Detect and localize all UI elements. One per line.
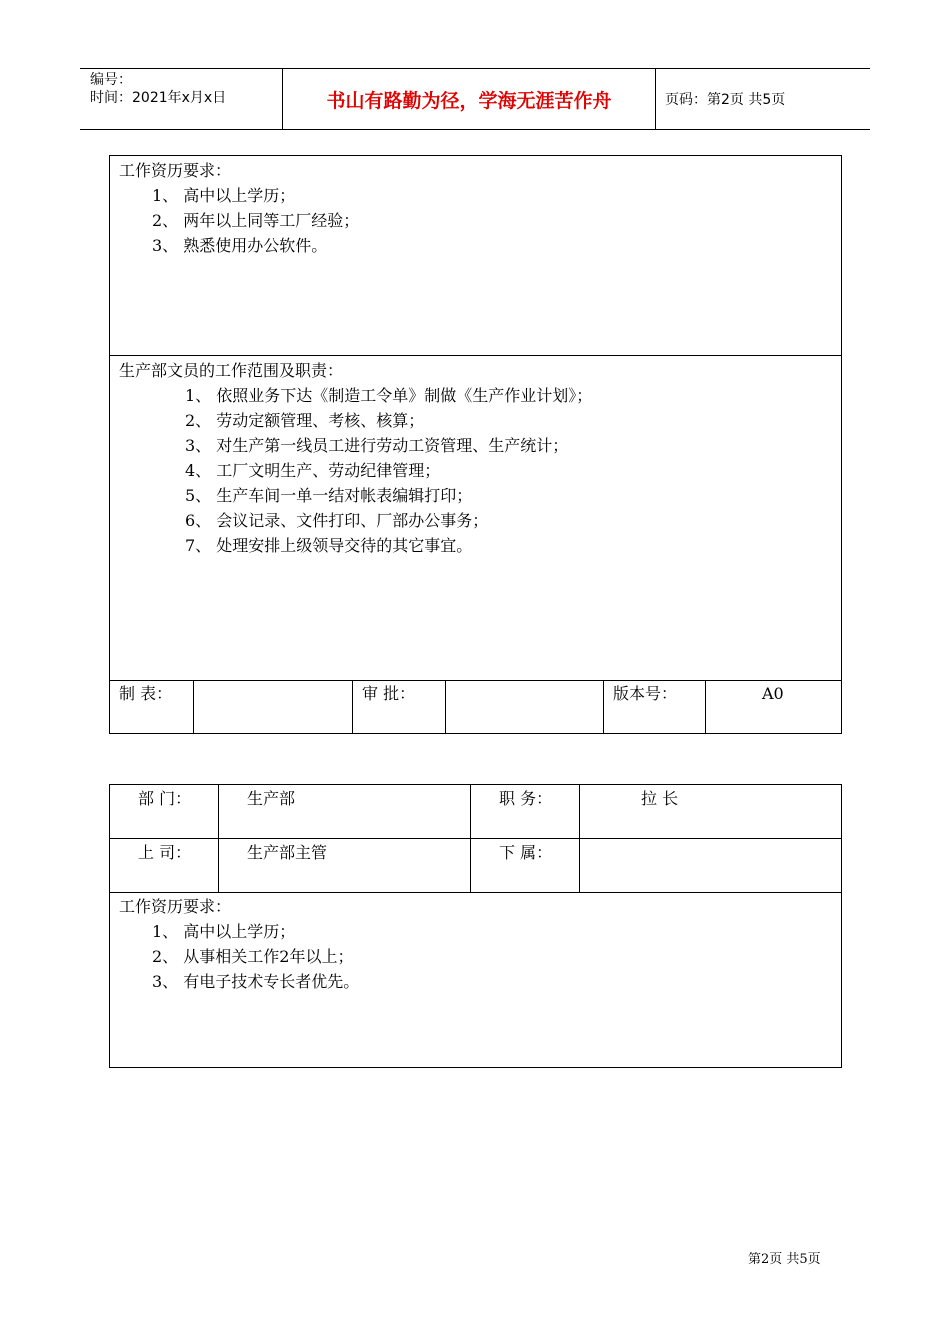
requirements-title: 工作资历要求： [119, 897, 232, 916]
department-label: 部 门： [138, 789, 192, 808]
document-number-label: 编号： [90, 72, 132, 88]
list-item: 5、 生产车间一单一结对帐表编辑打印； [185, 486, 473, 505]
list-item: 3、 对生产第一线员工进行劳动工资管理、生产统计； [185, 436, 569, 455]
list-item: 1、 高中以上学历； [152, 186, 296, 205]
row-divider [110, 680, 841, 681]
cell-divider [352, 680, 353, 734]
position-label: 职 务： [499, 789, 553, 808]
row-divider [110, 838, 841, 839]
list-item: 2、 劳动定额管理、考核、核算； [185, 411, 425, 430]
duties-list [185, 383, 592, 558]
requirements-list [152, 919, 359, 994]
list-item: 3、 熟悉使用办公软件。 [152, 236, 328, 255]
list-item: 3、 有电子技术专长者优先。 [152, 972, 360, 991]
header-meta [90, 71, 226, 107]
header-page-info: 页码：第2页 共5页 [665, 92, 786, 108]
list-item: 6、 会议记录、文件打印、厂部办公事务； [185, 511, 489, 530]
position-value: 拉 长 [641, 789, 679, 808]
requirements-title: 工作资历要求： [119, 161, 232, 180]
list-item: 1、 高中以上学历； [152, 922, 296, 941]
subordinate-label: 下 属： [499, 843, 553, 862]
superior-label: 上 司： [138, 843, 192, 862]
version-value: A0 [762, 684, 784, 703]
version-label: 版本号： [613, 684, 678, 703]
list-item: 4、 工厂文明生产、劳动纪律管理； [185, 461, 441, 480]
cell-divider [603, 680, 604, 734]
line-leader-job-table [109, 784, 842, 1068]
header-motto: 书山有路勤为径，学海无涯苦作舟 [326, 89, 612, 112]
row-divider [110, 355, 841, 356]
duties-title: 生产部文员的工作范围及职责： [119, 361, 344, 380]
document-time: 时间：2021年x月x日 [90, 90, 227, 106]
cell-divider [445, 680, 446, 734]
cell-divider [705, 680, 706, 734]
superior-value: 生产部主管 [247, 843, 328, 862]
page-header [80, 68, 870, 130]
list-item: 1、 依照业务下达《制造工令单》制做《生产作业计划》； [185, 386, 593, 405]
department-value: 生产部 [247, 789, 296, 808]
header-divider [655, 69, 656, 129]
approver-label: 审 批： [362, 684, 416, 703]
cell-divider [193, 680, 194, 734]
maker-label: 制 表： [119, 684, 173, 703]
list-item: 2、 从事相关工作2年以上； [152, 947, 354, 966]
clerk-job-table [109, 155, 842, 734]
list-item: 2、 两年以上同等工厂经验； [152, 211, 360, 230]
page-footer: 第2页 共5页 [748, 1252, 821, 1267]
requirements-list [152, 183, 359, 258]
row-divider [110, 892, 841, 893]
list-item: 7、 处理安排上级领导交待的其它事宜。 [185, 536, 473, 555]
